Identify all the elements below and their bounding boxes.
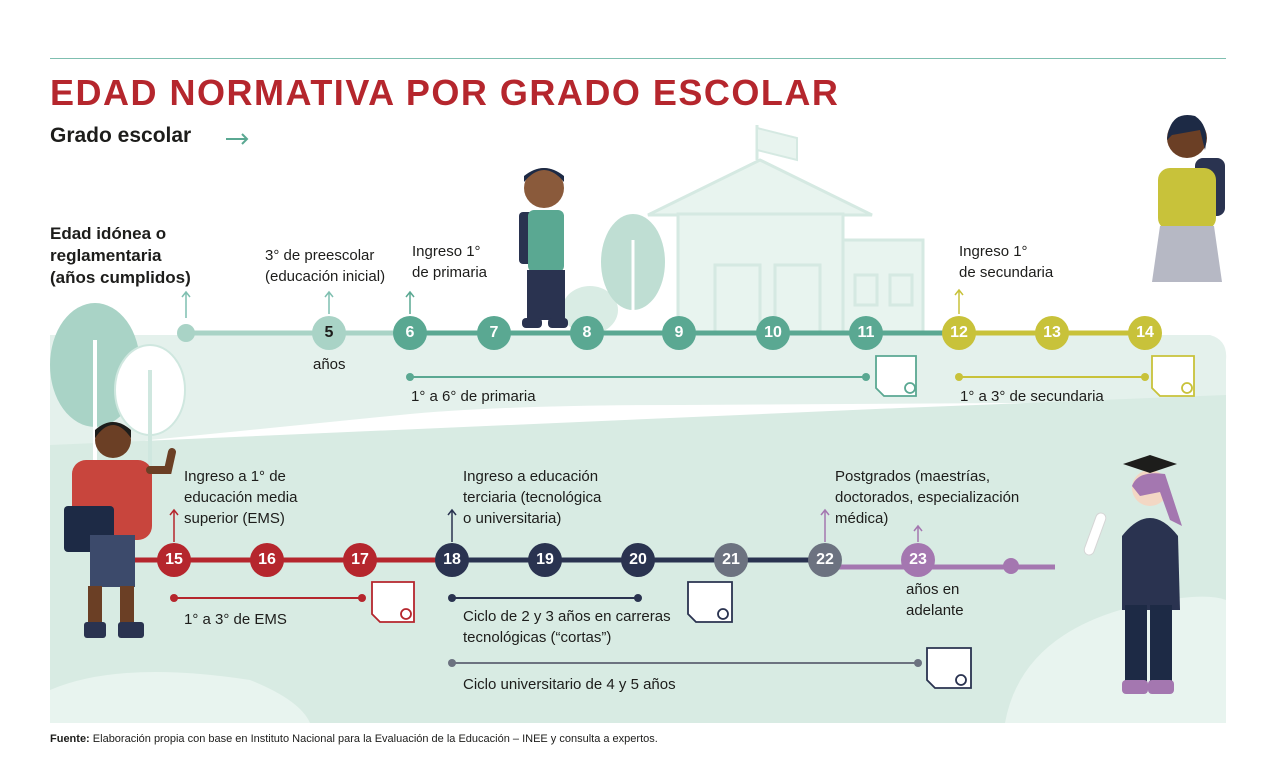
label-line: o universitaria) — [463, 510, 562, 527]
label-line: Ingreso a educación — [463, 468, 599, 485]
student-boy-figure — [519, 168, 568, 328]
age-node-16: 16 — [250, 543, 284, 577]
label-ciclo-universitario: Ciclo universitario de 4 y 5 años — [463, 676, 676, 693]
label-anos: años — [313, 356, 346, 373]
label-secundaria-range: 1° a 3° de secundaria — [960, 388, 1104, 405]
label-line: terciaria (tecnológica — [463, 489, 602, 506]
label-line: tecnológicas (“cortas”) — [463, 629, 612, 646]
timeline-start-dot — [177, 324, 195, 342]
source-text: Elaboración propia con base en Instituto Nacional para la Evaluación de la Educación – INEE y consulta a expertos. — [89, 733, 658, 745]
label-ciclo-cortas — [463, 606, 671, 648]
age-node-11: 11 — [849, 316, 883, 350]
label-anos-adelante — [906, 579, 964, 621]
label-line: de secundaria — [959, 264, 1054, 281]
label-line: Ingreso 1° — [412, 243, 481, 260]
age-node-8: 8 — [570, 316, 604, 350]
label-line: adelante — [906, 602, 964, 619]
certificate-icon — [372, 582, 414, 622]
age-node-18: 18 — [435, 543, 469, 577]
age-node-14: 14 — [1128, 316, 1162, 350]
label-line: (educación inicial) — [265, 268, 386, 285]
label-line: Ingreso 1° — [959, 243, 1028, 260]
age-node-13: 13 — [1035, 316, 1069, 350]
label-line: Postgrados (maestrías, — [835, 468, 991, 485]
age-node-20: 20 — [621, 543, 655, 577]
page-title: EDAD NORMATIVA POR GRADO ESCOLAR — [50, 72, 840, 113]
label-ems-range: 1° a 3° de EMS — [184, 611, 287, 628]
certificate-icon — [927, 648, 971, 688]
age-node-12: 12 — [942, 316, 976, 350]
age-node-9: 9 — [662, 316, 696, 350]
source-note — [50, 733, 658, 745]
student-girl-figure — [1152, 115, 1225, 326]
source-label: Fuente: — [50, 733, 90, 745]
label-line: de primaria — [412, 264, 488, 281]
age-node-17: 17 — [343, 543, 377, 577]
age-node-6: 6 — [393, 316, 427, 350]
label-postgrados — [835, 466, 1019, 529]
age-header-line: (años cumplidos) — [50, 268, 191, 287]
label-line: educación media — [184, 489, 298, 506]
flag-icon — [757, 128, 797, 160]
label-preescolar — [265, 245, 385, 287]
label-line: doctorados, especialización — [835, 489, 1020, 506]
label-line: médica) — [835, 510, 889, 527]
age-node-7: 7 — [477, 316, 511, 350]
timeline-end-dot — [1003, 558, 1019, 574]
label-line: superior (EMS) — [184, 510, 285, 527]
label-primaria-range: 1° a 6° de primaria — [411, 388, 536, 405]
label-ingreso-primaria — [412, 241, 487, 283]
age-header-line: reglamentaria — [50, 246, 162, 265]
label-ingreso-terciaria — [463, 466, 601, 529]
age-header-line: Edad idónea o — [50, 224, 167, 243]
label-ingreso-ems — [184, 466, 297, 529]
label-line: Ciclo de 2 y 3 años en carreras — [463, 608, 671, 625]
certificate-icon — [876, 356, 916, 396]
age-node-22: 22 — [808, 543, 842, 577]
label-ingreso-secundaria — [959, 241, 1053, 283]
label-line: Ingreso a 1° de — [184, 468, 286, 485]
subtitle: Grado escolar — [50, 124, 192, 147]
age-node-21: 21 — [714, 543, 748, 577]
age-header — [50, 223, 191, 289]
age-node-19: 19 — [528, 543, 562, 577]
age-node-23: 23 — [901, 543, 935, 577]
age-node-5: 5 — [312, 316, 346, 350]
label-line: 3° de preescolar — [265, 247, 375, 264]
certificate-icon — [688, 582, 732, 622]
age-node-15: 15 — [157, 543, 191, 577]
age-node-10: 10 — [756, 316, 790, 350]
certificate-icon — [1152, 356, 1194, 396]
label-line: años en — [906, 581, 960, 598]
